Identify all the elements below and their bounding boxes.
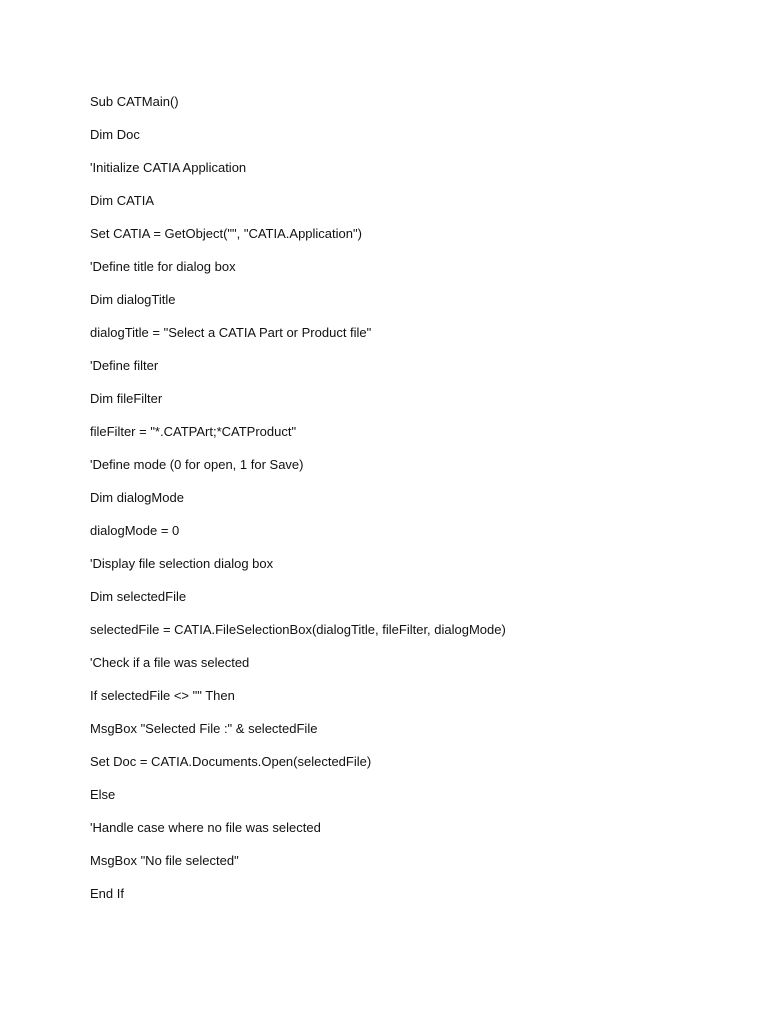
- code-line: 'Define title for dialog box: [90, 259, 236, 274]
- code-line: Else: [90, 787, 116, 802]
- code-line: Dim dialogTitle: [90, 292, 176, 307]
- code-line: Set CATIA = GetObject("", "CATIA.Application"): [90, 226, 362, 241]
- code-line: 'Define mode (0 for open, 1 for Save): [90, 457, 304, 472]
- code-line: dialogMode = 0: [90, 523, 180, 538]
- code-line: selectedFile = CATIA.FileSelectionBox(dialogTitle, fileFilter, dialogMode): [90, 622, 506, 637]
- code-line: Dim selectedFile: [90, 589, 187, 604]
- code-line: 'Define filter: [90, 358, 159, 373]
- code-line: 'Check if a file was selected: [90, 655, 250, 670]
- code-line: dialogTitle = "Select a CATIA Part or Product file": [90, 325, 372, 340]
- code-line: If selectedFile <> "" Then: [90, 688, 235, 703]
- code-line: Sub CATMain(): [90, 94, 179, 109]
- code-line: Dim Doc: [90, 127, 140, 142]
- code-line: End If: [90, 886, 124, 901]
- code-listing: [90, 92, 506, 917]
- code-line: 'Handle case where no file was selected: [90, 820, 321, 835]
- code-line: MsgBox "Selected File :" & selectedFile: [90, 721, 318, 736]
- code-line: Dim fileFilter: [90, 391, 163, 406]
- code-line: Dim dialogMode: [90, 490, 184, 505]
- code-line: MsgBox "No file selected": [90, 853, 239, 868]
- code-line: fileFilter = "*.CATPArt;*CATProduct": [90, 424, 297, 439]
- code-line: Dim CATIA: [90, 193, 155, 208]
- code-line: 'Display file selection dialog box: [90, 556, 274, 571]
- code-line: 'Initialize CATIA Application: [90, 160, 247, 175]
- code-line: Set Doc = CATIA.Documents.Open(selectedFile): [90, 754, 372, 769]
